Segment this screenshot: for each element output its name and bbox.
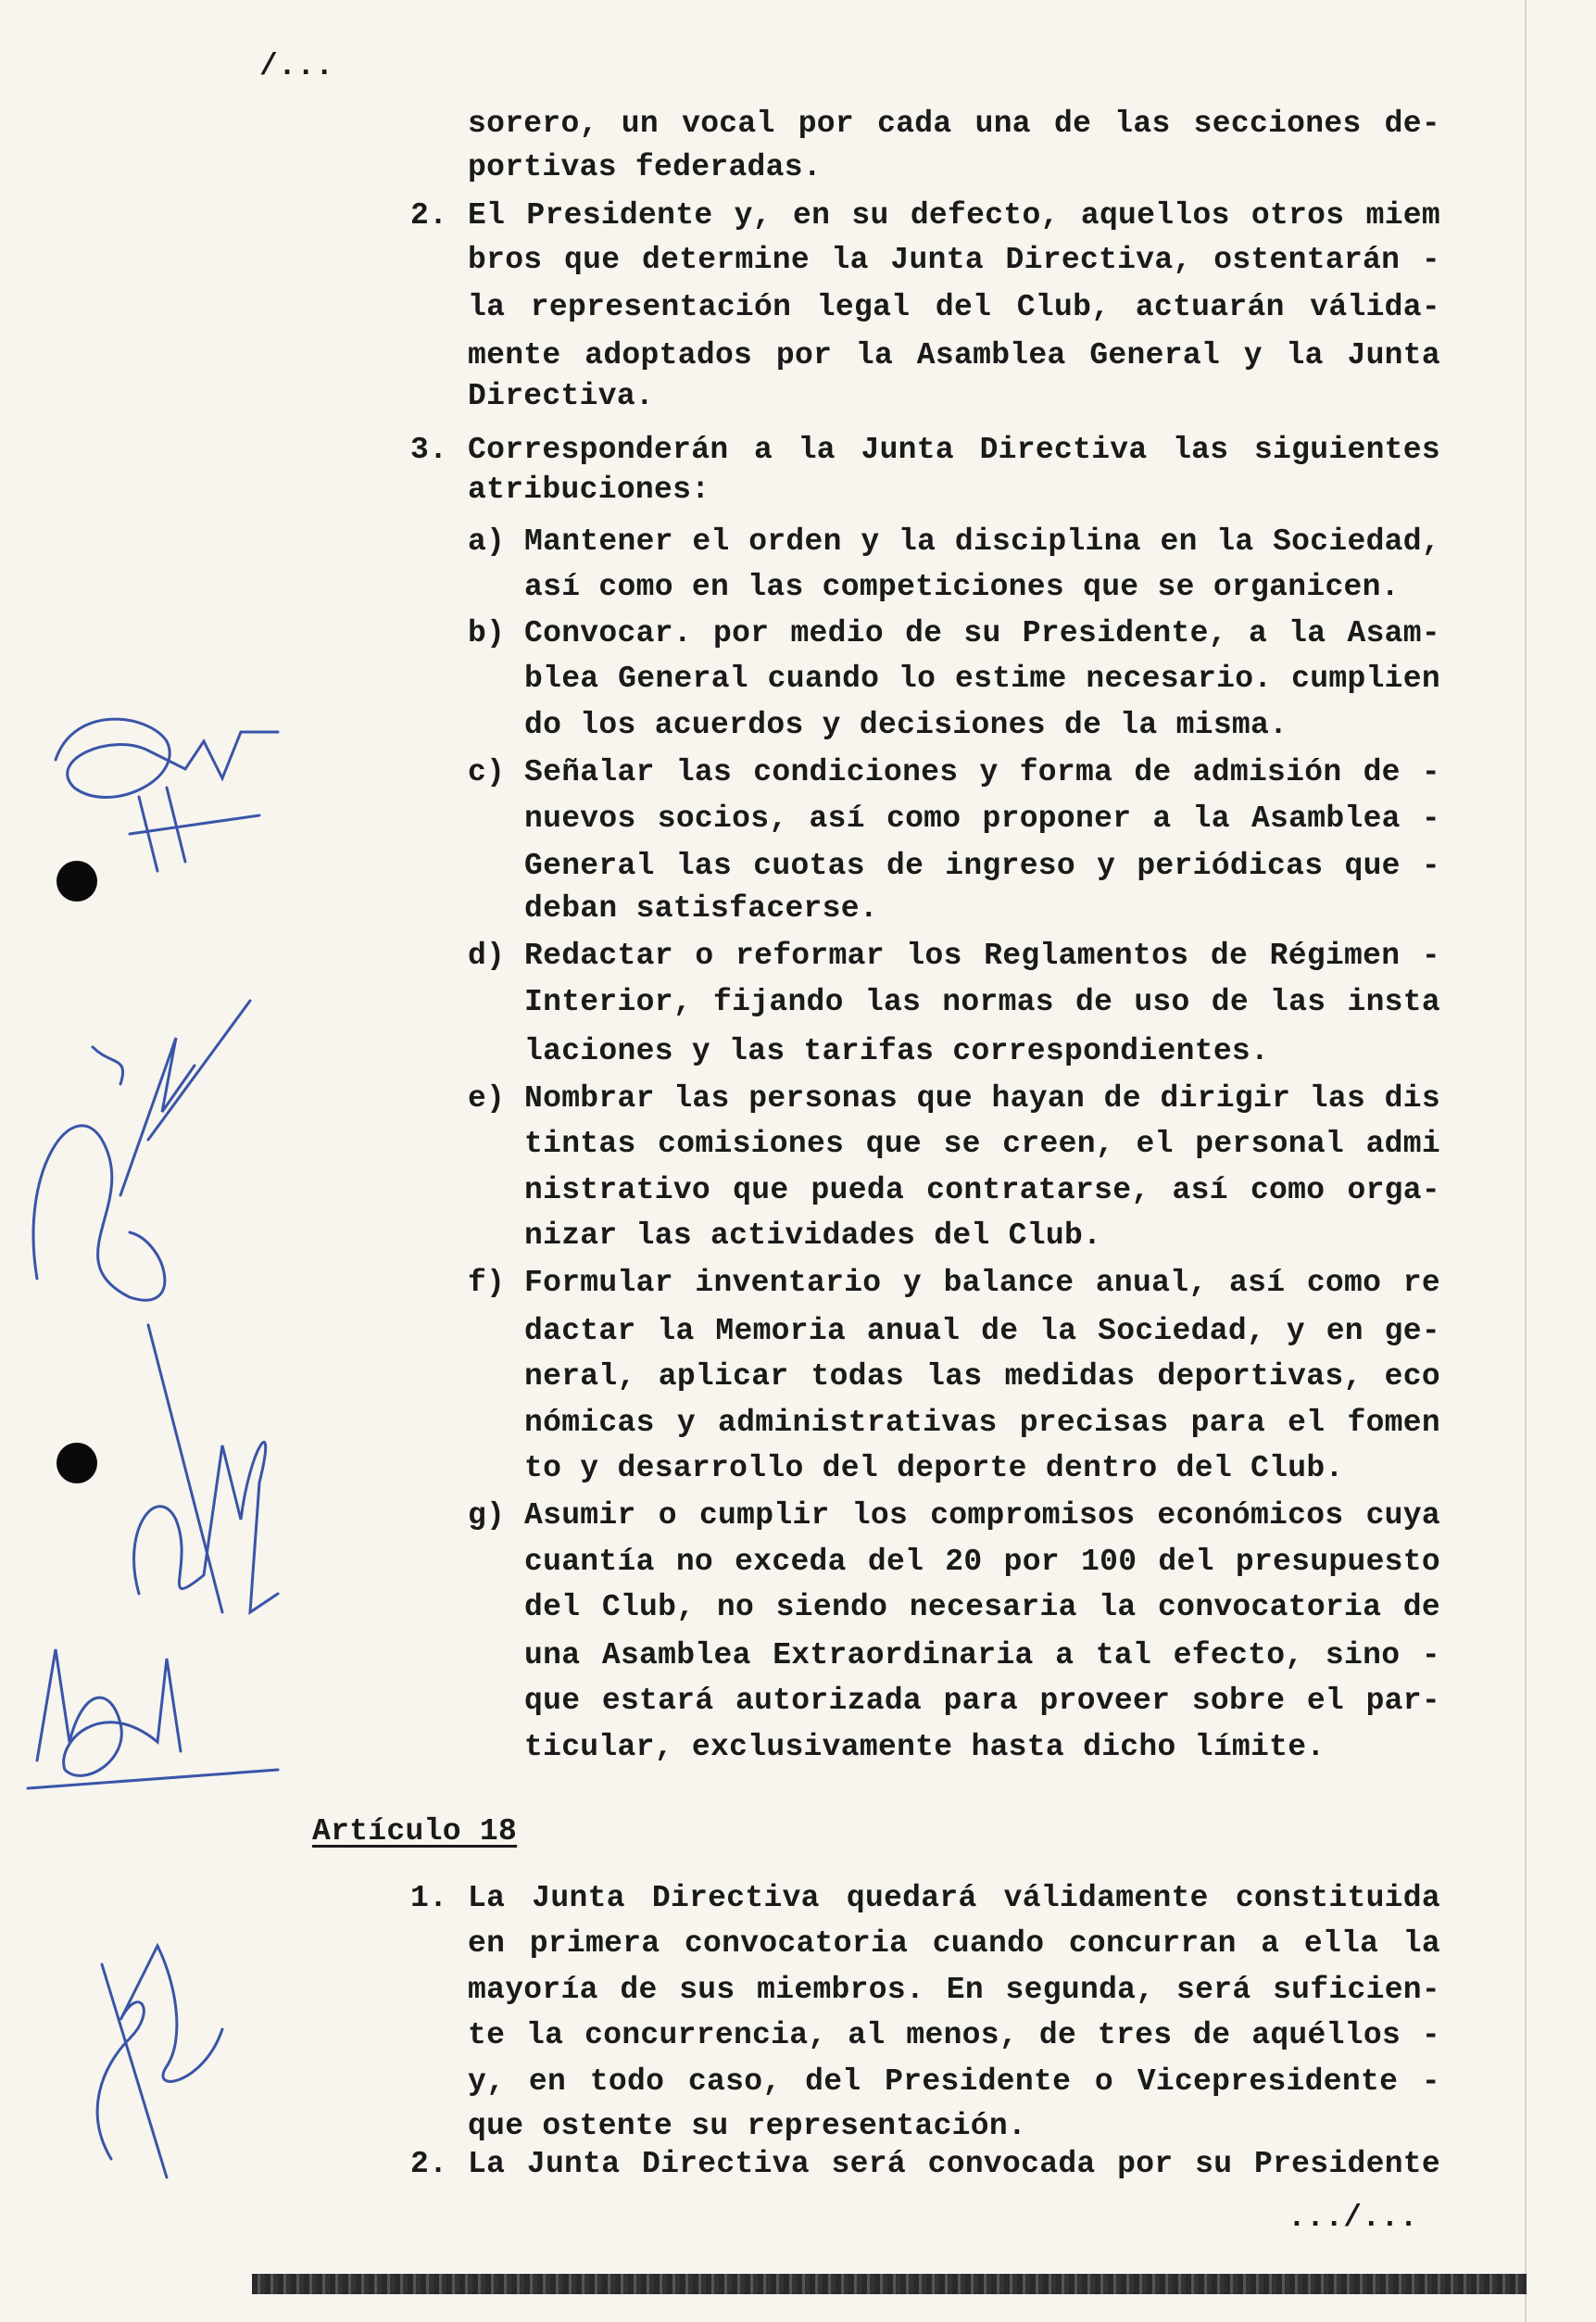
item-number: 2. <box>410 2147 448 2181</box>
signature-1 <box>56 719 278 871</box>
scan-bottom-border <box>252 2274 1527 2294</box>
text-line: Formular inventario y balance anual, así como re <box>524 1266 1440 1300</box>
text-line: en primera convocatoria cuando concurran a ella la <box>468 1926 1440 1961</box>
text-line: Señalar las condiciones y forma de admisión de - <box>524 755 1440 789</box>
text-line: mente adoptados por la Asamblea General y la Junta <box>468 338 1440 372</box>
article-heading: Artículo 18 <box>312 1814 518 1849</box>
text-line: Redactar o reformar los Reglamentos de Régimen - <box>524 939 1440 973</box>
text-line: una Asamblea Extraordinaria a tal efecto, sino - <box>524 1638 1440 1672</box>
text-line: Corresponderán a la Junta Directiva las siguientes <box>468 433 1440 467</box>
text-line: neral, aplicar todas las medidas deportivas, eco <box>524 1359 1440 1394</box>
text-line: La Junta Directiva será convocada por su Presidente <box>468 2147 1440 2181</box>
subitem-letter: d) <box>468 939 506 973</box>
text-line: Directiva. <box>468 379 655 413</box>
item-number: 1. <box>410 1881 448 1915</box>
text-line: dactar la Memoria anual de la Sociedad, y en ge- <box>524 1314 1440 1348</box>
text-line: la representación legal del Club, actuarán válida- <box>468 290 1440 324</box>
subitem-letter: c) <box>468 755 506 789</box>
text-line: nuevos socios, así como proponer a la Asamblea - <box>524 801 1440 836</box>
signature-5 <box>97 1946 222 2177</box>
subitem-letter: a) <box>468 524 506 559</box>
page-edge <box>1525 0 1527 2322</box>
text-line: que ostente su representación. <box>468 2109 1027 2143</box>
text-line: Nombrar las personas que hayan de dirigir las dis <box>524 1081 1440 1116</box>
text-line: y, en todo caso, del Presidente o Vicepresidente - <box>468 2064 1440 2099</box>
subitem-letter: e) <box>468 1081 506 1116</box>
text-line: nizar las actividades del Club. <box>524 1218 1102 1253</box>
text-line: nómicas y administrativas precisas para el fomen <box>524 1406 1440 1440</box>
text-line: cuantía no exceda del 20 por 100 del presupuesto <box>524 1545 1440 1579</box>
text-line: to y desarrollo del deporte dentro del Club. <box>524 1451 1344 1485</box>
text-line: del Club, no siendo necesaria la convocatoria de <box>524 1590 1440 1624</box>
text-line: Mantener el orden y la disciplina en la Sociedad, <box>524 524 1440 559</box>
text-line: El Presidente y, en su defecto, aquellos otros miem <box>468 198 1440 233</box>
signature-4 <box>28 1649 278 1788</box>
text-line: laciones y las tarifas correspondientes. <box>524 1034 1270 1068</box>
text-line: sorero, un vocal por cada una de las secciones de- <box>468 107 1440 141</box>
item-number: 2. <box>410 198 448 233</box>
text-line: blea General cuando lo estime necesario. cumplien <box>524 662 1440 696</box>
text-line: deban satisfacerse. <box>524 891 878 926</box>
signature-3 <box>134 1325 278 1612</box>
text-line: mayoría de sus miembros. En segunda, será suficien- <box>468 1973 1440 2007</box>
subitem-letter: b) <box>468 616 506 650</box>
text-line: General las cuotas de ingreso y periódicas que - <box>524 849 1440 883</box>
text-line: Interior, fijando las normas de uso de las insta <box>524 985 1440 1019</box>
text-line: así como en las competiciones que se organicen. <box>524 570 1400 604</box>
text-line: tintas comisiones que se creen, el personal admi <box>524 1127 1440 1161</box>
text-line: ticular, exclusivamente hasta dicho límite. <box>524 1730 1326 1764</box>
subitem-letter: g) <box>468 1498 506 1533</box>
text-line: Asumir o cumplir los compromisos económicos cuya <box>524 1498 1440 1533</box>
text-line: bros que determine la Junta Directiva, ostentarán - <box>468 243 1440 277</box>
continuation-mark: /... <box>259 49 334 83</box>
text-line: do los acuerdos y decisiones de la misma. <box>524 708 1288 742</box>
text-line: La Junta Directiva quedará válidamente constituida <box>468 1881 1440 1915</box>
text-line: nistrativo que pueda contratarse, así como orga- <box>524 1173 1440 1207</box>
text-line: portivas federadas. <box>468 150 822 184</box>
text-line: Convocar. por medio de su Presidente, a la Asam- <box>524 616 1440 650</box>
text-line: te la concurrencia, al menos, de tres de aquéllos - <box>468 2018 1440 2052</box>
signature-2 <box>33 1001 250 1300</box>
text-line: atribuciones: <box>468 473 710 507</box>
subitem-letter: f) <box>468 1266 506 1300</box>
margin-signatures <box>0 0 315 2224</box>
item-number: 3. <box>410 433 448 467</box>
continuation-mark: .../... <box>1288 2201 1418 2235</box>
text-line: que estará autorizada para proveer sobre el par- <box>524 1684 1440 1718</box>
